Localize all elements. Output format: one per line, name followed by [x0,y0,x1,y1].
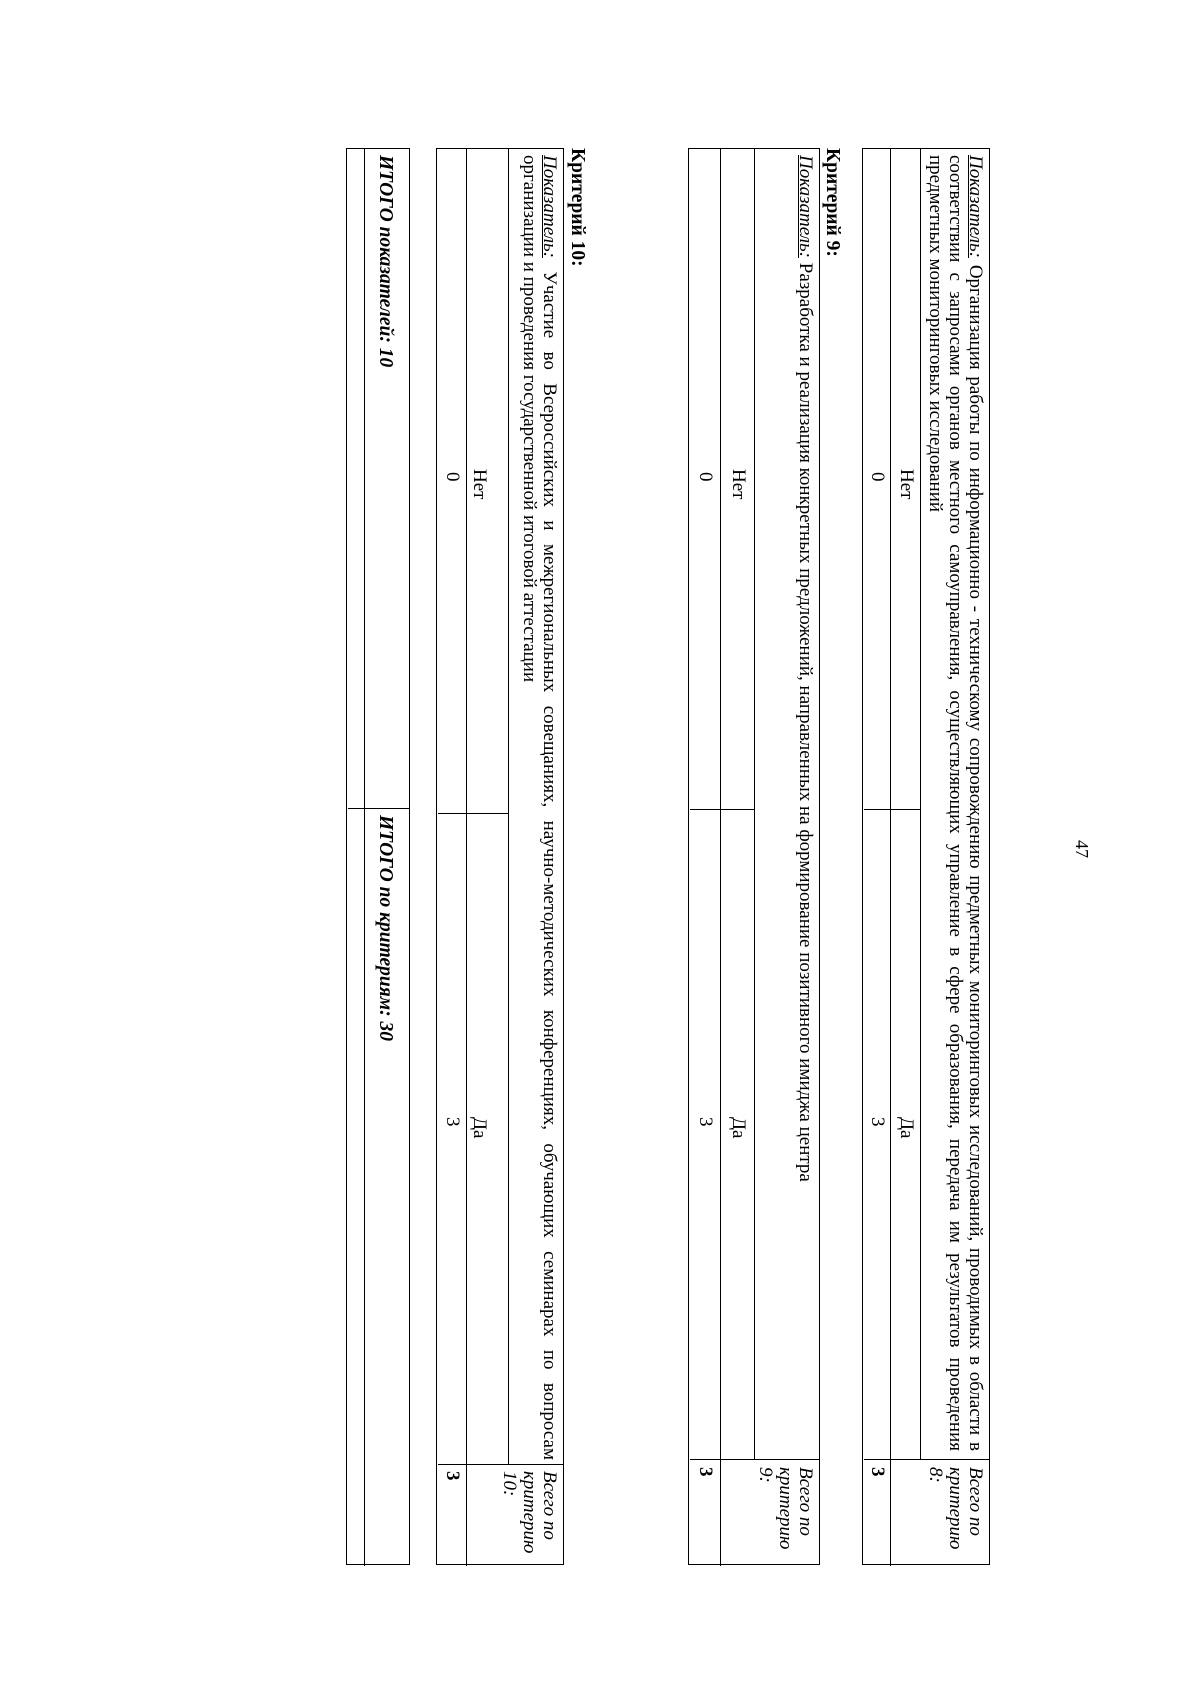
answer-no-9: Нет [728,469,749,500]
score-no-10: 0 [442,472,463,482]
total-label-9: Всего по критерию 9: [755,1467,816,1550]
total-10: 3 [442,1471,463,1481]
answer-yes-9: Да [728,1117,749,1139]
total-9: 3 [695,1467,716,1477]
criterion-9-table [688,148,820,1565]
score-yes-10: 3 [442,1117,463,1127]
answer-no-10: Нет [469,469,490,500]
answer-yes-10: Да [469,1117,490,1139]
score-yes-9: 3 [695,1117,716,1127]
score-no-8: 0 [867,472,888,482]
score-yes-8: 3 [867,1117,888,1127]
answer-yes-8: Да [896,1117,917,1139]
score-no-9: 0 [695,472,716,482]
criterion-9-heading: Критерий 9: [822,148,843,257]
criterion-10-table [436,148,564,1565]
total-criteria: ИТОГО по критериям: 30 [375,815,396,1042]
indicator-text-8: Показатель: Организация работы по информационно - техническому сопровождению предметных мониторинговых исследований, проводимых в области в соответствии с запросами органов местного самоуправления, осуществляющих управление в сфере образования, передача им результатов проведения предметных мониторинговых исследований [925,155,986,1451]
summary-table [346,148,410,1565]
indicator-text-9: Показатель: Разработка и реализация конкретных предложений, направленных на формирование позитивного имиджа центра [795,155,816,1182]
criterion-8-table [862,148,990,1565]
answer-no-8: Нет [896,469,917,500]
total-label-8: Всего по критерию 8: [925,1467,986,1550]
indicator-text-10: Показатель: Участие во Всероссийских и межрегиональных совещаниях, научно-методических конференциях, обучающих семинарах по вопросам организации и проведения государственной итоговой аттестации [519,155,560,1460]
total-indicators: ИТОГО показателей: 10 [375,155,396,368]
total-label-10: Всего по критерию 10: [499,1471,560,1554]
total-8: 3 [867,1467,888,1477]
page-number: 47 [1072,840,1092,858]
criterion-10-heading: Критерий 10: [567,148,588,267]
